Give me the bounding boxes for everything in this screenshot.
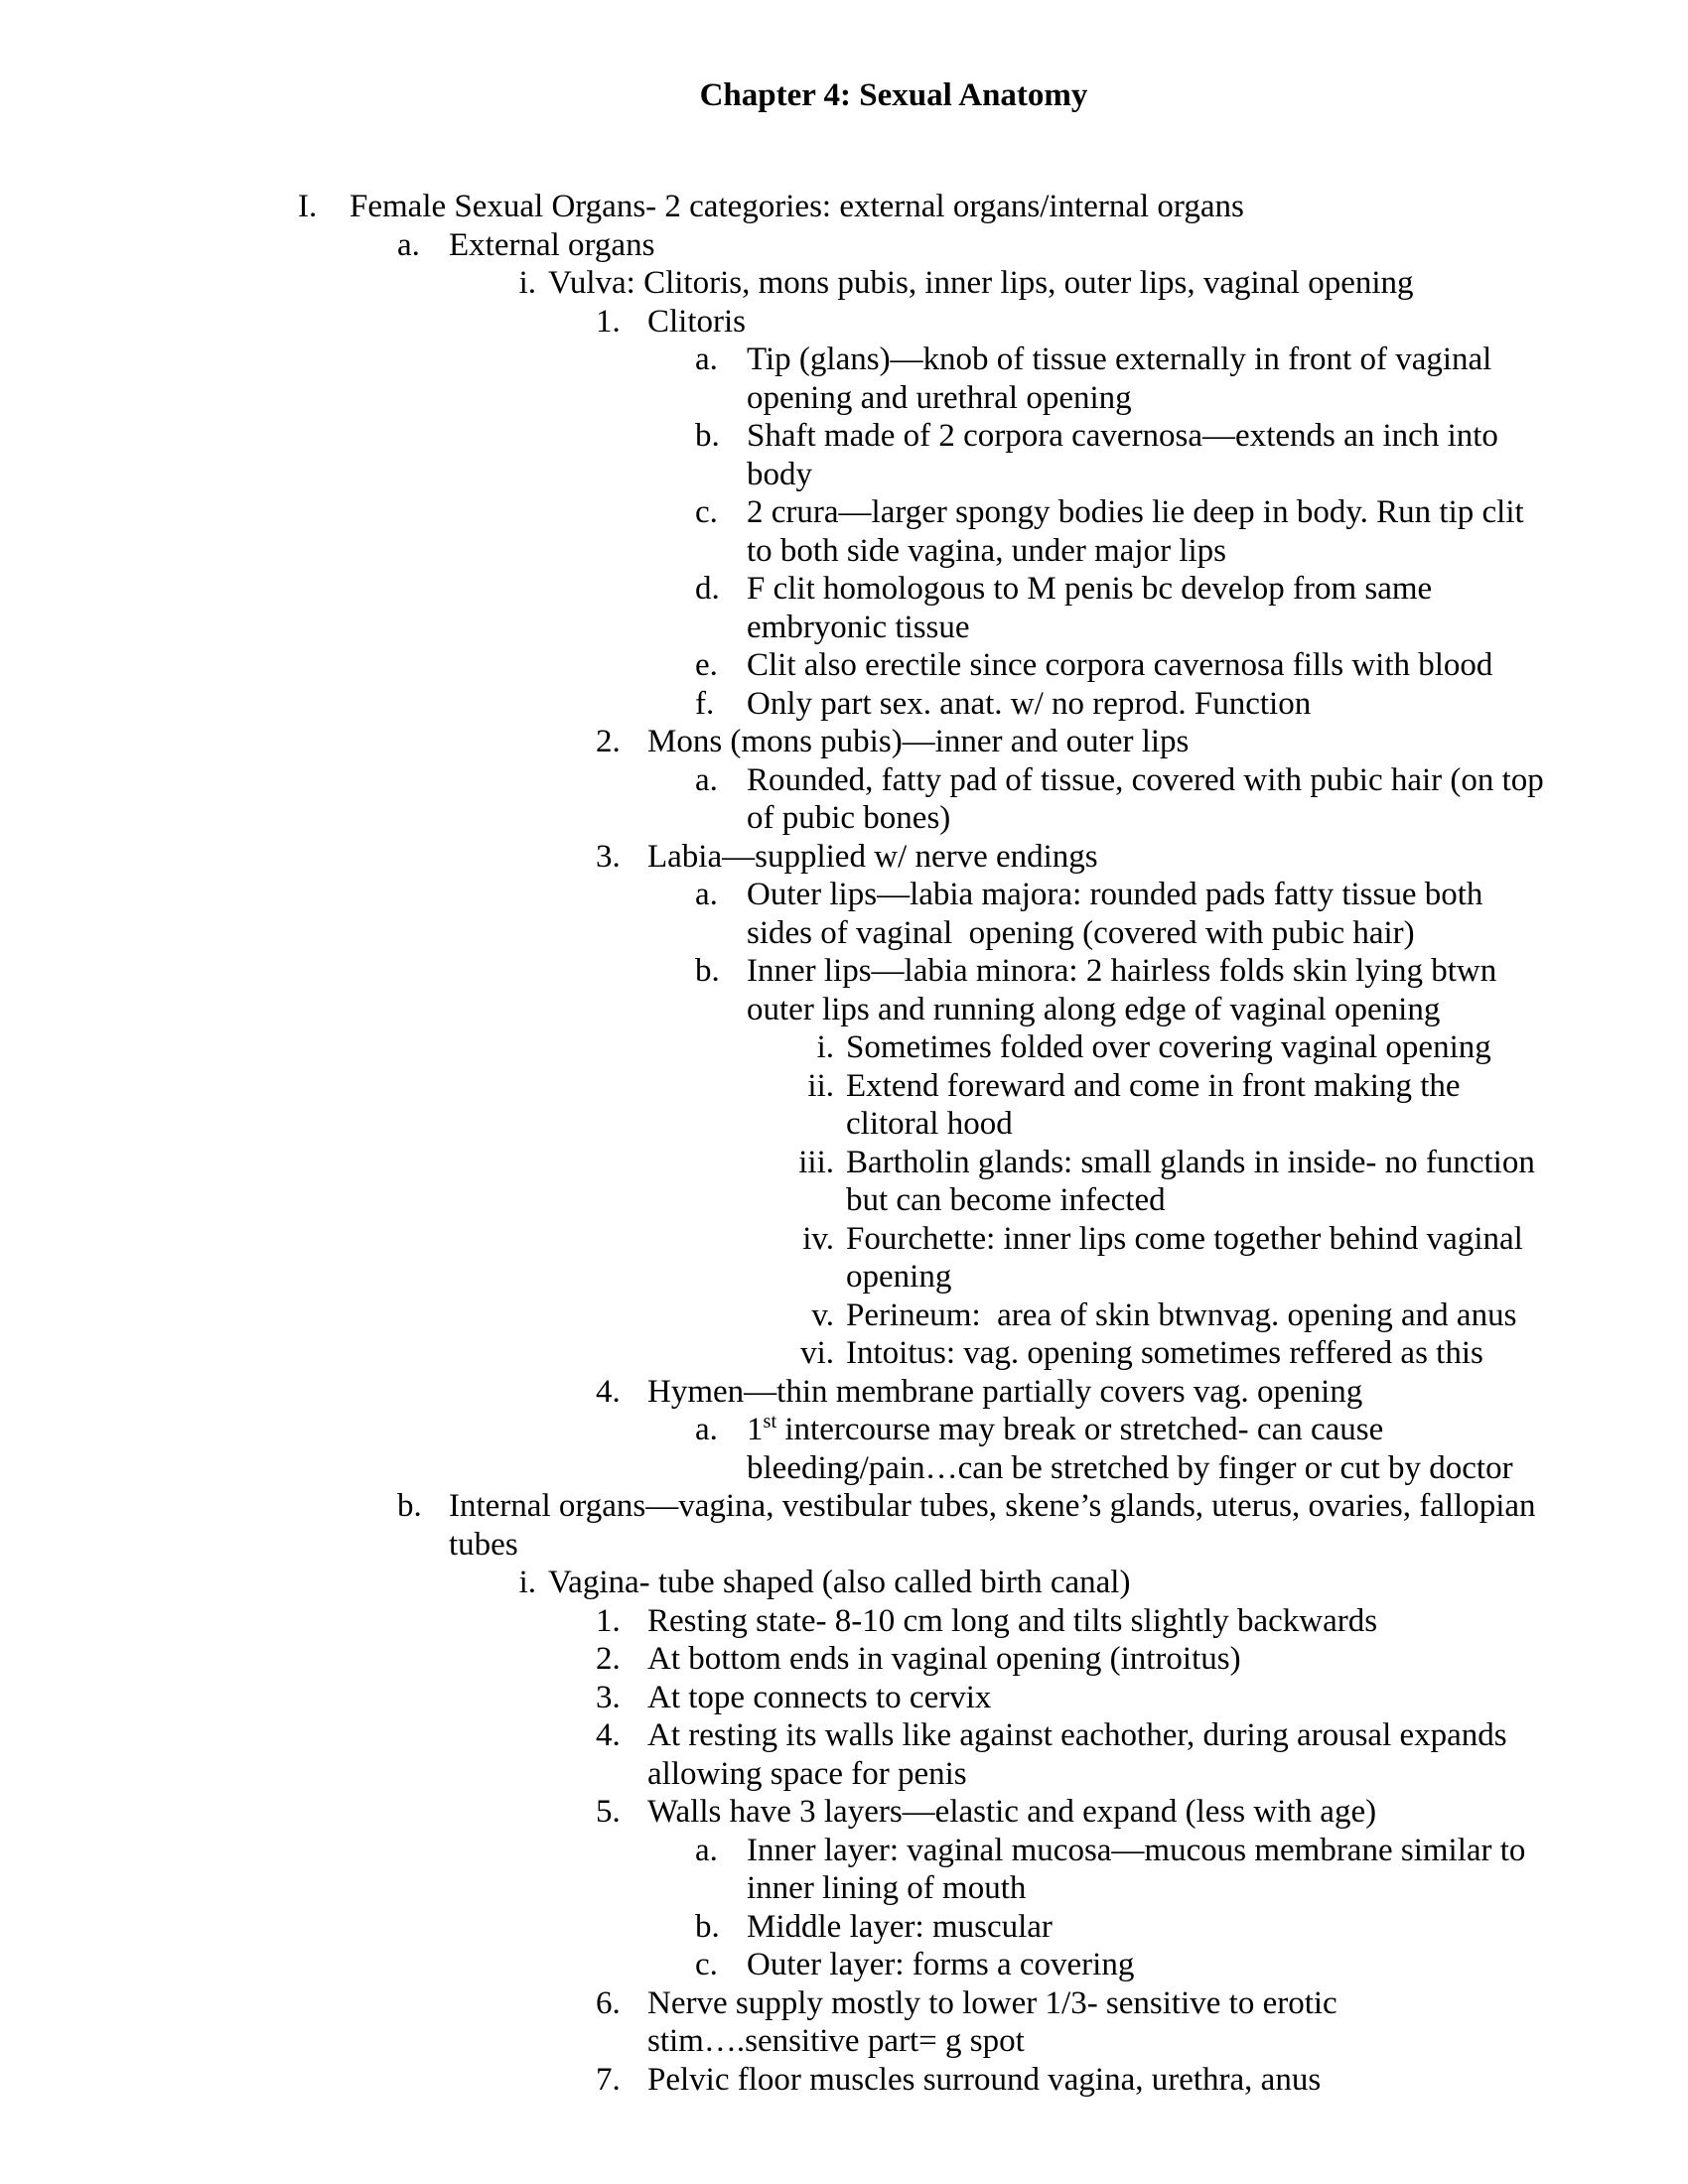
list-marker: e. (695, 647, 718, 683)
outline-item (0, 1564, 1688, 1602)
list-marker: b. (397, 1488, 422, 1524)
outline-item (0, 264, 1688, 303)
outline-item (0, 188, 1688, 226)
item-text: At bottom ends in vaginal opening (introitus) (647, 1641, 1241, 1677)
document-title: Chapter 4: Sexual Anatomy (699, 77, 1088, 113)
item-text: Inner lips—labia minora: 2 hairless folds skin lying btwn outer lips and running along edge of vaginal opening (747, 953, 1505, 1027)
item-text: 2 crura—larger spongy bodies lie deep in body. Run tip clit to both side vagina, under major lips (747, 494, 1532, 569)
outline-item (0, 1067, 1688, 1144)
list-marker: 2. (596, 1641, 621, 1677)
list-marker: a. (397, 226, 420, 263)
list-marker: a. (695, 1832, 718, 1868)
outline-item (0, 1640, 1688, 1679)
list-marker: b. (695, 418, 720, 454)
item-text: Rounded, fatty pad of tissue, covered with pubic hair (on top of pubic bones) (747, 761, 1553, 836)
outline-item (0, 876, 1688, 952)
list-marker: b. (695, 953, 720, 989)
list-marker: a. (695, 1412, 718, 1447)
outline-list (0, 188, 1688, 2099)
list-marker: d. (695, 571, 720, 607)
outline-item (0, 1984, 1688, 2061)
item-text: Intoitus: vag. opening sometimes reffered as this (846, 1335, 1483, 1371)
outline-item (0, 1946, 1688, 1984)
item-text: Bartholin glands: small glands in inside- no function but can become infected (846, 1144, 1544, 1218)
list-marker: 1. (596, 303, 621, 340)
item-text: Only part sex. anat. w/ no reprod. Function (747, 685, 1312, 722)
item-text: Perineum: area of skin btwnvag. opening and anus (846, 1297, 1517, 1333)
outline-item (0, 303, 1688, 341)
item-text: Extend foreward and come in front making the clitoral hood (846, 1067, 1469, 1142)
outline-item (0, 1793, 1688, 1832)
list-marker: 6. (596, 1984, 621, 2021)
outline-item (0, 685, 1688, 724)
outline-item (0, 493, 1688, 570)
outline-item (0, 1716, 1688, 1793)
item-text: Walls have 3 layers—elastic and expand (less with age) (647, 1794, 1377, 1830)
outline-item (0, 1297, 1688, 1335)
item-text: At tope connects to cervix (647, 1679, 992, 1715)
outline-item (0, 1220, 1688, 1297)
item-text: Shaft made of 2 corpora cavernosa—extends an inch into body (747, 418, 1507, 492)
item-text: External organs (449, 226, 655, 263)
list-marker: 2. (596, 724, 621, 759)
list-marker: a. (695, 341, 718, 377)
outline-item (0, 341, 1688, 417)
list-marker: a. (695, 761, 718, 798)
outline-item (0, 1411, 1688, 1487)
list-marker: b. (695, 1908, 720, 1945)
item-text: Outer lips—labia majora: rounded pads fatty tissue both sides of vaginal opening (covered with pubic hair) (747, 877, 1491, 951)
list-marker: 5. (596, 1794, 621, 1830)
list-marker: a. (695, 877, 718, 912)
outline-item (0, 1373, 1688, 1412)
outline-item (0, 2061, 1688, 2100)
list-marker: 3. (596, 1679, 621, 1715)
outline-item (0, 1679, 1688, 1717)
outline-item (0, 570, 1688, 646)
list-marker: v. (811, 1297, 834, 1333)
item-text: Clit also erectile since corpora cavernosa fills with blood (747, 647, 1493, 683)
outline-item (0, 646, 1688, 685)
item-text: Tip (glans)—knob of tissue externally in front of vaginal opening and urethral opening (747, 341, 1500, 416)
item-text: Outer layer: forms a covering (747, 1947, 1135, 1982)
list-marker: 4. (596, 1717, 621, 1753)
list-marker: vi. (800, 1335, 834, 1371)
item-text: Inner layer: vaginal mucosa—mucous membrane similar to inner lining of mouth (747, 1832, 1534, 1906)
list-marker: i. (518, 265, 536, 301)
list-marker: I. (298, 189, 318, 224)
outline-item (0, 417, 1688, 493)
item-text: Nerve supply mostly to lower 1/3- sensitive to erotic stim….sensitive part= g spot (647, 1984, 1345, 2059)
list-marker: f. (695, 685, 715, 722)
outline-item (0, 1487, 1688, 1564)
list-marker: i. (518, 1565, 536, 1600)
item-text: Pelvic floor muscles surround vagina, urethra, anus (647, 2061, 1322, 2098)
outline-item (0, 1334, 1688, 1373)
outline-item (0, 761, 1688, 838)
list-marker: c. (695, 1947, 718, 1982)
item-text: F clit homologous to M penis bc develop from same embryonic tissue (747, 571, 1441, 645)
item-text: At resting its walls like against eachother, during arousal expands allowing space for penis (647, 1717, 1515, 1792)
outline-item (0, 723, 1688, 761)
list-marker: 7. (596, 2061, 621, 2098)
item-text: Female Sexual Organs- 2 categories: external organs/internal organs (350, 189, 1244, 224)
outline-item (0, 1832, 1688, 1908)
list-marker: 1. (596, 1602, 621, 1639)
item-text: Fourchette: inner lips come together behind vaginal opening (846, 1220, 1532, 1295)
list-marker: iii. (798, 1144, 834, 1180)
item-text: Clitoris (647, 303, 747, 340)
outline-item (0, 1144, 1688, 1220)
item-text: Resting state- 8-10 cm long and tilts slightly backwards (647, 1602, 1378, 1639)
list-marker: ii. (807, 1067, 834, 1104)
item-text: Hymen—thin membrane partially covers vag. opening (647, 1373, 1363, 1410)
outline-item (0, 1908, 1688, 1947)
list-marker: iv. (802, 1220, 834, 1257)
item-text: 1st intercourse may break or stretched- can cause bleeding/pain…can be stretched by finger or cut by doctor (747, 1411, 1513, 1486)
list-marker: 4. (596, 1373, 621, 1410)
item-text: Vagina- tube shaped (also called birth canal) (548, 1565, 1131, 1600)
list-marker: 3. (596, 838, 621, 875)
outline-item (0, 1602, 1688, 1641)
item-text: Internal organs—vagina, vestibular tubes, skene’s glands, uterus, ovaries, fallopian tubes (449, 1488, 1544, 1563)
item-text: Sometimes folded over covering vaginal opening (846, 1029, 1491, 1065)
outline-item (0, 1028, 1688, 1067)
item-text: Labia—supplied w/ nerve endings (647, 838, 1098, 875)
item-text: Middle layer: muscular (747, 1908, 1053, 1945)
list-marker: c. (695, 494, 718, 530)
item-text: Mons (mons pubis)—inner and outer lips (647, 724, 1190, 759)
outline-item (0, 952, 1688, 1028)
list-marker: i. (816, 1029, 834, 1065)
item-text: Vulva: Clitoris, mons pubis, inner lips, outer lips, vaginal opening (548, 265, 1414, 301)
outline-item (0, 838, 1688, 877)
outline-item (0, 226, 1688, 265)
